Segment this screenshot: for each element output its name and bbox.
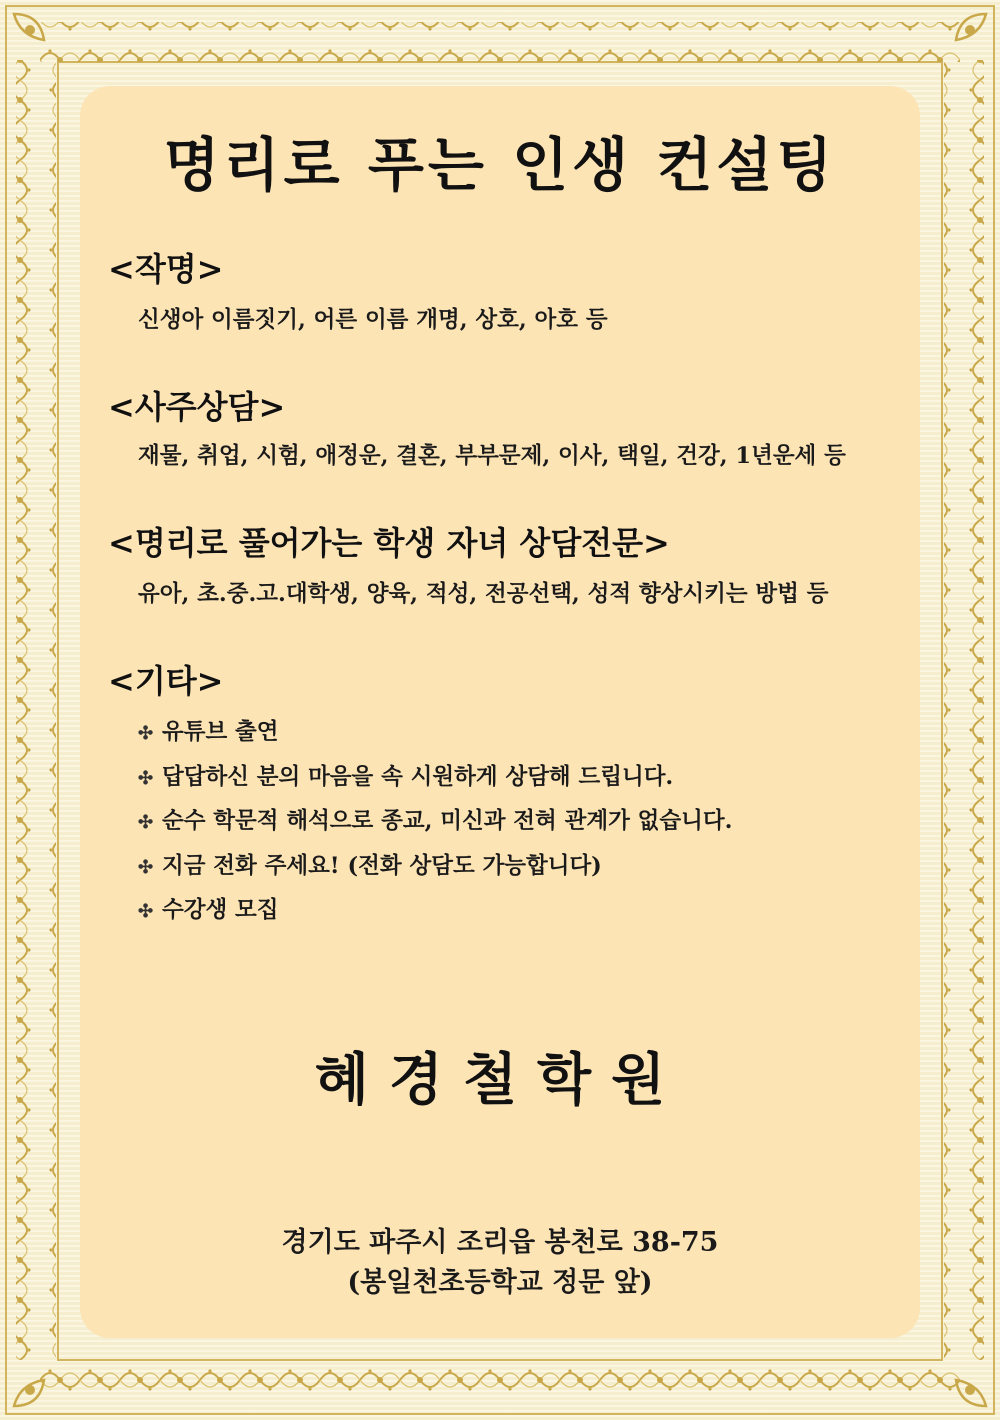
address-line-1: 경기도 파주시 조리읍 봉천로 38-75 xyxy=(281,1227,719,1258)
section-body-student: 유아, 초.중.고.대학생, 양육, 적성, 전공선택, 성적 향상시키는 방법 등 xyxy=(138,581,829,607)
list-item xyxy=(138,888,732,933)
section-heading-student: <명리로 풀어가는 학생 자녀 상담전문> xyxy=(108,524,670,562)
section-body-naming: 신생아 이름짓기, 어른 이름 개명, 상호, 아호 등 xyxy=(138,307,608,333)
list-item xyxy=(138,799,732,844)
bullet-icon: ✣ xyxy=(138,723,154,744)
organization-name: 혜경철학원 xyxy=(314,1047,686,1113)
list-item-text: 순수 학문적 해석으로 종교, 미신과 전혀 관계가 없습니다. xyxy=(162,808,733,834)
list-item-text: 유튜브 출연 xyxy=(162,719,279,745)
list-item xyxy=(138,844,732,889)
section-heading-naming: <작명> xyxy=(108,250,224,288)
section-heading-etc: <기타> xyxy=(108,662,224,700)
bullet-icon: ✣ xyxy=(138,856,154,878)
list-item xyxy=(138,755,732,800)
list-item xyxy=(138,710,732,755)
section-heading-saju: <사주상담> xyxy=(108,388,286,426)
list-item-text: 지금 전화 주세요! (전화 상담도 가능합니다) xyxy=(162,852,602,879)
etc-list xyxy=(138,710,732,933)
bullet-icon: ✣ xyxy=(138,901,154,922)
page-title: 명리로 푸는 인생 컨설팅 xyxy=(163,131,837,199)
address-line-2: (봉일천초등학교 정문 앞) xyxy=(347,1267,653,1298)
section-body-saju: 재물, 취업, 시험, 애정운, 결혼, 부부문제, 이사, 택일, 건강, 1년운세 등 xyxy=(138,443,846,469)
bullet-icon: ✣ xyxy=(138,812,154,833)
bullet-icon: ✣ xyxy=(138,767,154,789)
list-item-text: 답답하신 분의 마음을 속 시원하게 상담해 드립니다. xyxy=(162,763,674,790)
list-item-text: 수강생 모집 xyxy=(162,897,279,923)
